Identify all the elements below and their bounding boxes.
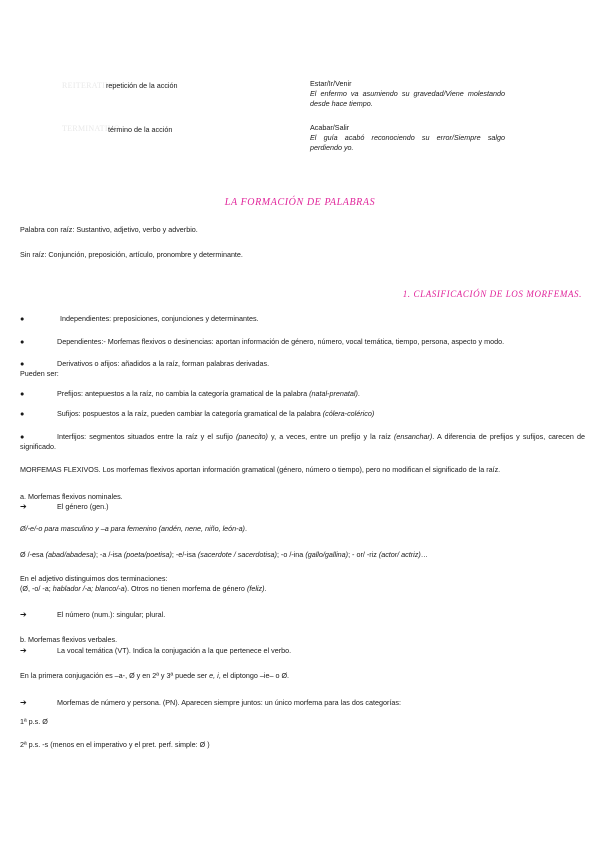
arrow-icon: ➔ — [20, 698, 27, 707]
bullet-icon: ● — [20, 389, 25, 398]
primera-conjugacion: En la primera conjugación es –a-, Ø y en 2ª y 3ª puede ser e, i, el diptongo –ie– o Ø. — [20, 671, 290, 680]
numero-persona: Morfemas de número y persona. (PN). Aparecen siempre juntos: un único morfema para las dos categorías: — [57, 698, 401, 707]
flexivos-intro: MORFEMAS FLEXIVOS. Los morfemas flexivos aportan información gramatical (género, número o tiempo), pero no modifican el significado de la raíz. — [20, 465, 501, 474]
pueden-ser: Pueden ser: — [20, 369, 59, 378]
desc-terminativo: término de la acción — [108, 125, 173, 134]
item-prefijos: Prefijos: antepuestos a la raíz, no cambia la categoría gramatical de la palabra (natal-prenatal). — [57, 389, 360, 398]
genero-heading: El género (gen.) — [57, 502, 109, 511]
bullet-icon: ● — [20, 432, 25, 441]
arrow-icon: ➔ — [20, 646, 27, 655]
arrow-icon: ➔ — [20, 502, 27, 511]
item-dependientes: Dependientes:- Morfemas flexivos o desinencias: aportan información de género, número, vocal temática, tiempo, persona, aspecto y modo. — [57, 337, 505, 346]
bullet-icon: ● — [20, 359, 25, 368]
item-derivativos: Derivativos o afijos: añadidos a la raíz, forman palabras derivadas. — [57, 359, 270, 368]
item-interfijos: Interfijos: segmentos situados entre la raíz y el sufijo (panecito) y, a veces, entre un prefijo y la raíz (ensanchar). A diferencia de prefijos y sufijos, carecen de significado. — [20, 432, 585, 452]
tag-reiterativo: REITERATIVO — [62, 81, 118, 90]
flexivos-verbales: b. Morfemas flexivos verbales. — [20, 635, 118, 644]
section-heading: 1. CLASIFICACIÓN DE LOS MORFEMAS. — [402, 289, 582, 299]
item-sufijos: Sufijos: pospuestos a la raíz, pueden cambiar la categoría gramatical de la palabra (cólera-colérico) — [57, 409, 375, 418]
intro-con-raiz: Palabra con raíz: Sustantivo, adjetivo, verbo y adverbio. — [20, 225, 198, 234]
tag-terminativo: TERMINATIVO — [62, 124, 120, 133]
example-terminativo: El guía acabó reconociendo su error/Siempre salgo perdiendo yo. — [310, 133, 505, 153]
arrow-icon: ➔ — [20, 610, 27, 619]
intro-sin-raiz: Sin raíz: Conjunción, preposición, artículo, pronombre y determinante. — [20, 250, 243, 259]
example-reiterativo: El enfermo va asumiendo su gravedad/Viene molestando desde hace tiempo. — [310, 89, 505, 109]
bullet-icon: ● — [20, 337, 25, 346]
genero-line: Ø/-e/-o para masculino y –a para femenino (andén, nene, niño, león-a). — [20, 524, 247, 533]
persona-2: 2ª p.s. -s (menos en el imperativo y el pret. perf. simple: Ø ) — [20, 740, 210, 749]
desc-reiterativo: repetición de la acción — [106, 81, 178, 90]
genero-variants: Ø /-esa (abad/abadesa); -a /-isa (poeta/poetisa); -e/-isa (sacerdote / sacerdotisa); -o /-ina (gallo/gallina); - or/ -riz (actor/ actriz)… — [20, 550, 428, 559]
item-independientes: Independientes: preposiciones, conjunciones y determinantes. — [60, 314, 259, 323]
verbs-reiterativo: Estar/Ir/Venir — [310, 79, 352, 88]
persona-1: 1ª p.s. Ø — [20, 717, 48, 726]
numero-heading: El número (num.): singular; plural. — [57, 610, 166, 619]
page-title: LA FORMACIÓN DE PALABRAS — [224, 197, 376, 208]
bullet-icon: ● — [20, 409, 25, 418]
adjetivo-heading: En el adjetivo distinguimos dos terminaciones: — [20, 574, 168, 583]
bullet-icon: ● — [20, 314, 25, 323]
verbs-terminativo: Acabar/Salir — [310, 123, 350, 132]
vocal-tematica: La vocal temática (VT). Indica la conjugación a la que pertenece el verbo. — [57, 646, 292, 655]
flexivos-nominales: a. Morfemas flexivos nominales. — [20, 492, 123, 501]
adjetivo-line: (Ø, -o/ -a; hablador /-a; blanco/-a). Otros no tienen morfema de género (feliz). — [20, 584, 267, 593]
